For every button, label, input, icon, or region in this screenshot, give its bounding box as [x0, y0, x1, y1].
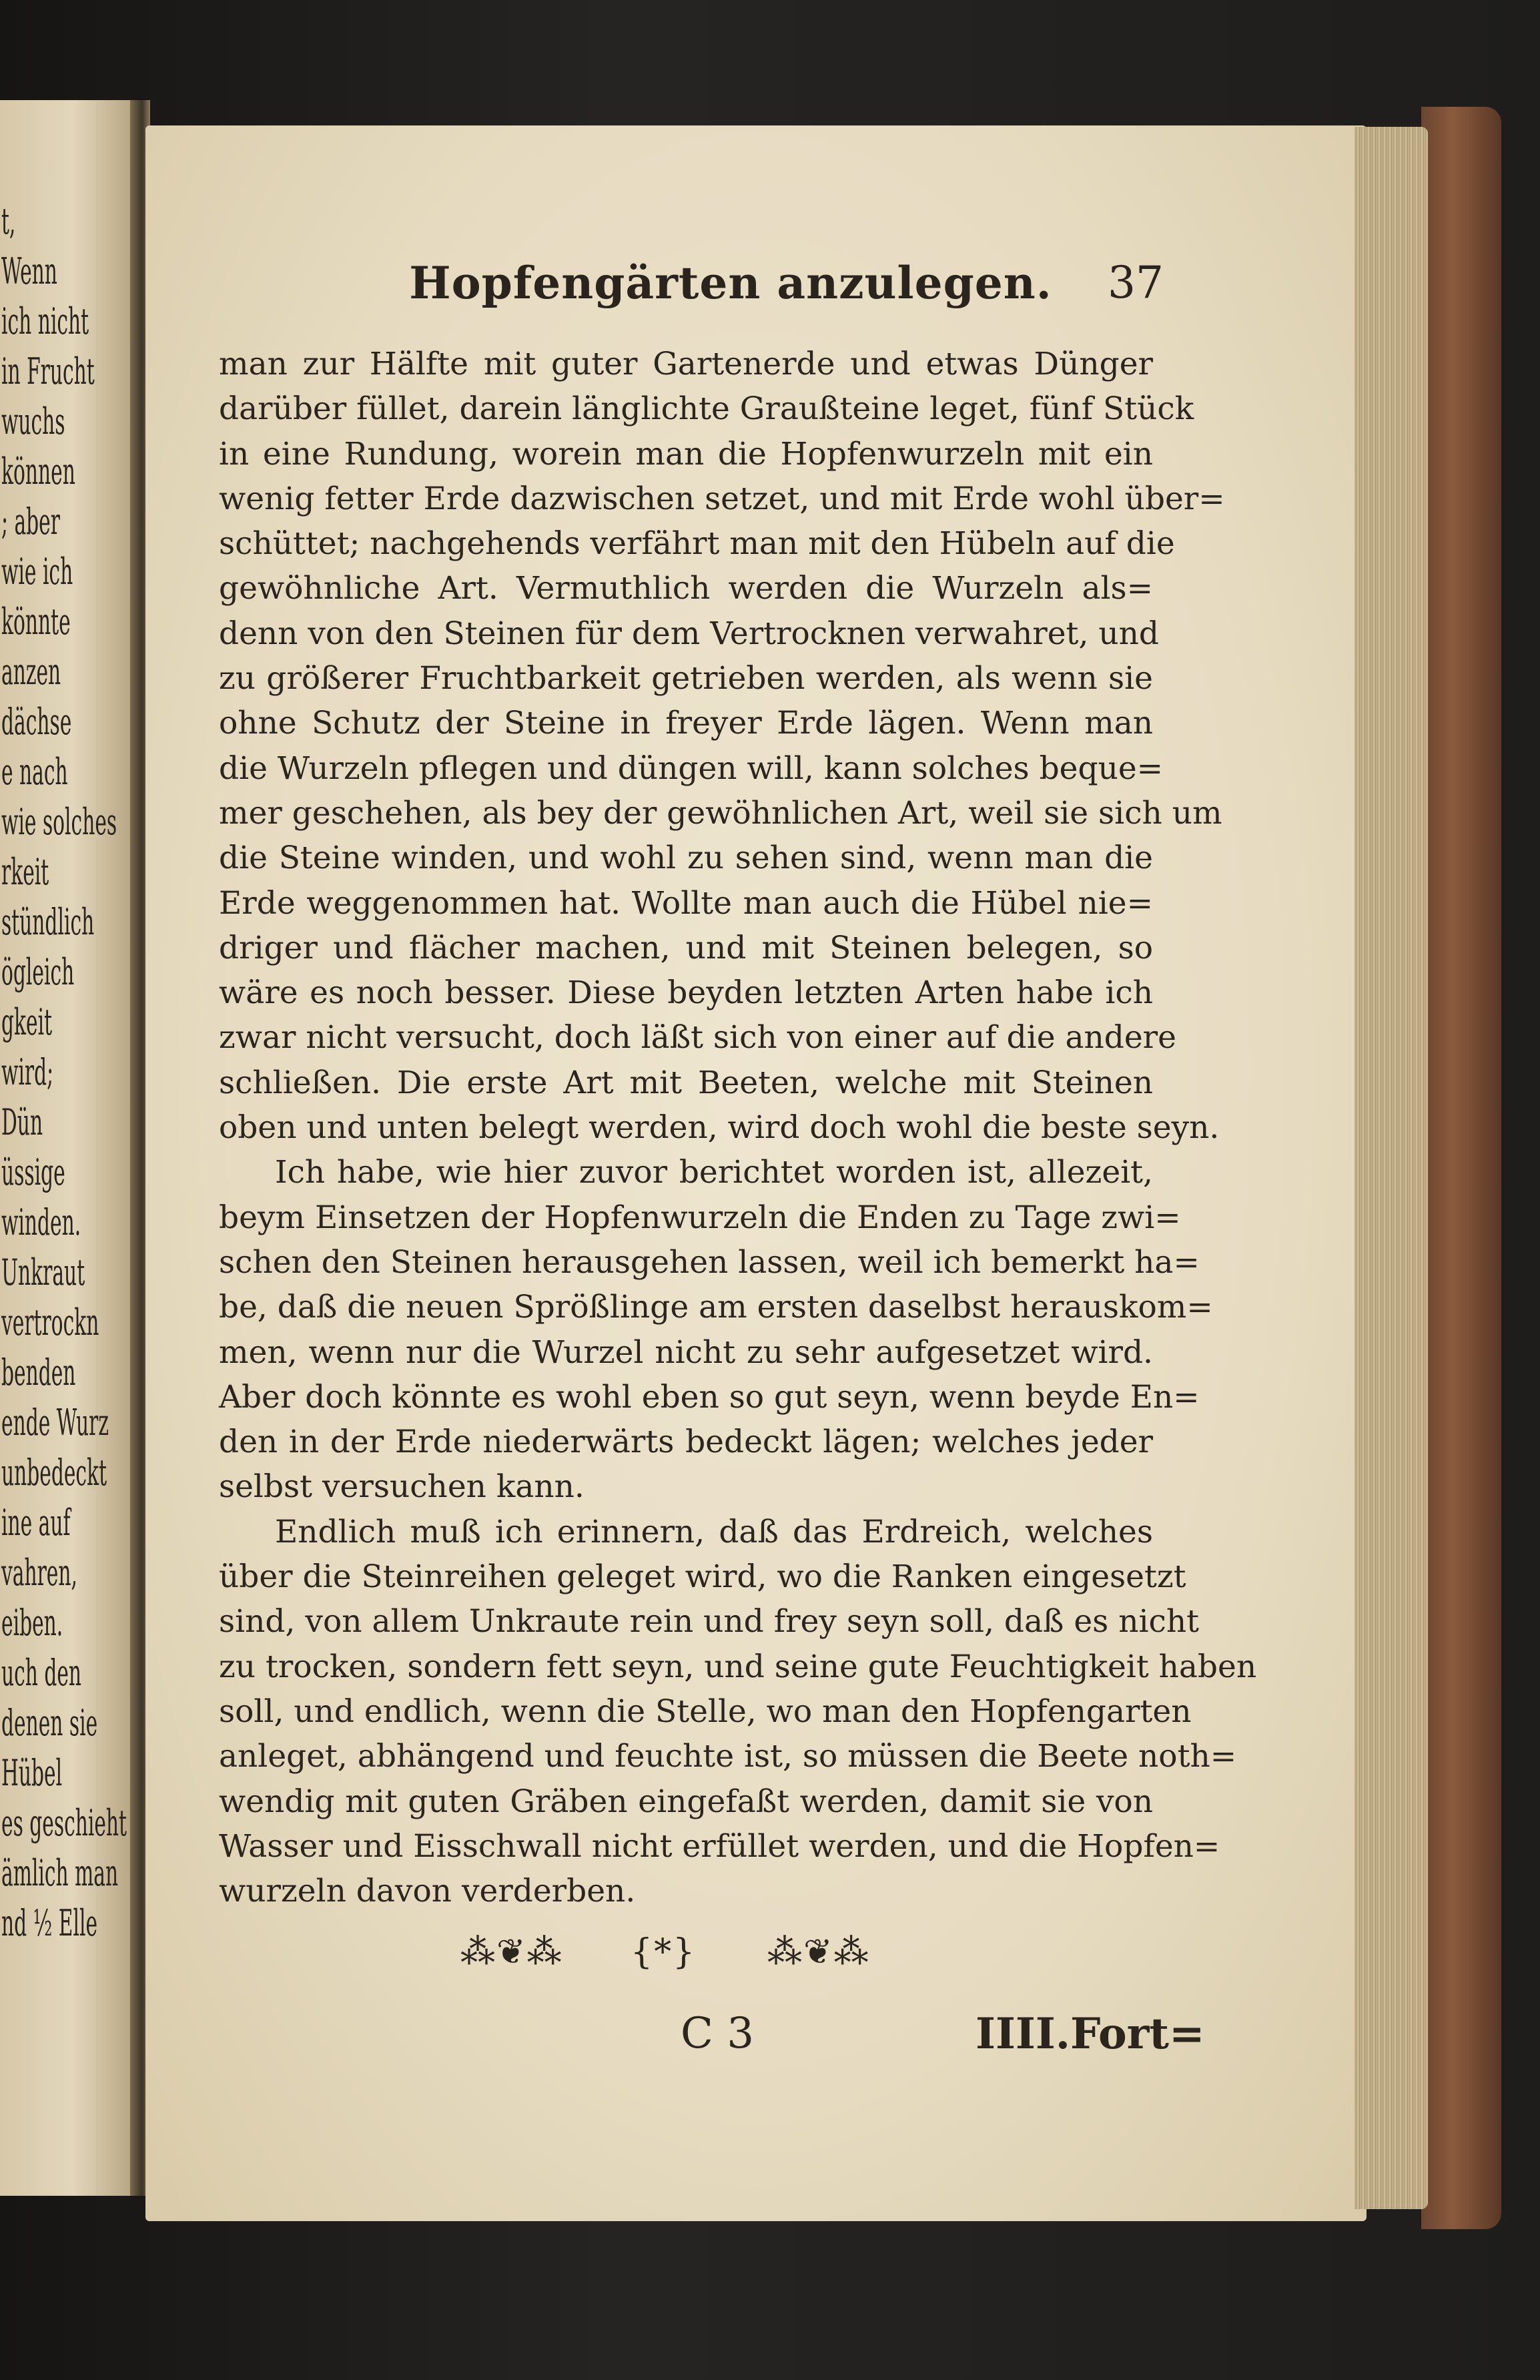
text-line: sind, von allem Unkraute rein und frey seyn soll, daß es nicht [219, 1603, 1200, 1641]
text-line: man zur Hälfte mit guter Gartenerde und etwas Dünger [219, 346, 1153, 382]
text-line: oben und unten belegt werden, wird doch wohl die beste seyn. [219, 1109, 1220, 1147]
text-line: schüttet; nachgehends verfährt man mit den Hübeln auf die [219, 525, 1175, 563]
facing-page-text: ine auf [1, 1502, 71, 1544]
facing-page-text: t, [1, 200, 16, 242]
page-fore-edge [1355, 127, 1428, 2209]
text-line: zu trocken, sondern fett seyn, und seine gute Feuchtigkeit haben [219, 1648, 1257, 1685]
text-line: selbst versuchen kann. [219, 1468, 585, 1506]
facing-page-text: nd ½ Elle [1, 1902, 98, 1944]
text-line: soll, und endlich, wenn die Stelle, wo man den Hopfengarten [219, 1693, 1192, 1730]
ornament-right: ⁂❦⁂ [767, 1932, 870, 1972]
facing-page-text: ; aber [1, 501, 60, 543]
ornament-left: ⁂❦⁂ [460, 1932, 563, 1972]
facing-page-text: wird; [1, 1051, 54, 1093]
text-line: wenig fetter Erde dazwischen setzet, und mit Erde wohl über= [219, 480, 1225, 517]
text-line: ohne Schutz der Steine in freyer Erde lägen. Wenn man [219, 705, 1153, 742]
text-line: die Steine winden, und wohl zu sehen sind, wenn man die [219, 840, 1153, 877]
facing-page-text: ich nicht [1, 300, 89, 342]
text-line: Erde weggenommen hat. Wollte man auch die Hübel nie= [219, 884, 1153, 922]
facing-page-text: stündlich [1, 901, 95, 943]
text-line: wäre es noch besser. Diese beyden letzten Arten habe ich [219, 974, 1153, 1012]
facing-page-text: könnte [1, 601, 71, 643]
facing-page-text: Dün [1, 1101, 43, 1143]
facing-page-text: uch den [1, 1652, 82, 1694]
running-head: Hopfengärten anzulegen. [409, 257, 1052, 309]
paragraph [219, 342, 1225, 1150]
facing-page-text: Unkraut [1, 1251, 85, 1293]
text-line: schließen. Die erste Art mit Beeten, welche mit Steinen [219, 1064, 1153, 1101]
facing-page-text: es geschieht [1, 1802, 127, 1844]
ornament-center: {*} [631, 1932, 697, 1972]
facing-page-text: benden [1, 1352, 76, 1394]
text-line: Wasser und Eisschwall nicht erfüllet werden, und die Hopfen= [219, 1827, 1220, 1865]
text-line: darüber füllet, darein länglichte Graußteine leget, fünf Stück [219, 390, 1194, 428]
paragraph [219, 1150, 1213, 1509]
facing-page-text: vertrockn [1, 1301, 99, 1344]
text-line: Endlich muß ich erinnern, daß das Erdreich, welches [275, 1513, 1153, 1550]
catchword: IIII.Fort= [976, 2009, 1205, 2059]
text-line: be, daß die neuen Sprößlinge am ersten daselbst herauskom= [219, 1289, 1213, 1326]
leather-cover-edge [1421, 107, 1501, 2229]
text-line: denn von den Steinen für dem Vertrocknen verwahret, und [219, 615, 1159, 652]
text-line: zwar nicht versucht, doch läßt sich von einer auf die andere [219, 1019, 1176, 1057]
text-line: gewöhnliche Art. Vermuthlich werden die Wurzeln als= [219, 570, 1153, 607]
body-text [219, 342, 1257, 1913]
facing-page-text: unbedeckt [1, 1452, 107, 1494]
text-line: den in der Erde niederwärts bedeckt lägen; welches jeder [219, 1424, 1153, 1461]
facing-page-text: Wenn [1, 250, 57, 292]
facing-page-text: üssige [1, 1151, 65, 1193]
text-line: wendig mit guten Gräben eingefaßt werden, damit sie von [219, 1783, 1153, 1820]
facing-page-text: ende Wurz [1, 1402, 109, 1444]
facing-page-fragment [0, 100, 133, 2196]
text-line: die Wurzeln pflegen und düngen will, kann solches beque= [219, 750, 1164, 787]
text-line: driger und flächer machen, und mit Steinen belegen, so [219, 929, 1153, 966]
facing-page-text: eiben. [1, 1602, 63, 1644]
text-line: in eine Rundung, worein man die Hopfenwurzeln mit ein [219, 435, 1153, 473]
text-line: mer geschehen, als bey der gewöhnlichen Art, weil sie sich um [219, 794, 1222, 832]
text-line: men, wenn nur die Wurzel nicht zu sehr aufgesetzet wird. [219, 1333, 1153, 1371]
text-line: schen den Steinen herausgehen lassen, weil ich bemerkt ha= [219, 1243, 1200, 1281]
facing-page-text: Hübel [1, 1752, 63, 1794]
facing-page-text: wie solches [1, 801, 117, 843]
facing-page-text: anzen [1, 651, 61, 693]
text-line: anleget, abhängend und feuchte ist, so müssen die Beete noth= [219, 1738, 1237, 1775]
text-line: zu größerer Fruchtbarkeit getrieben werden, als wenn sie [219, 660, 1153, 697]
facing-page-text: e nach [1, 751, 68, 793]
facing-page-text: ögleich [1, 951, 75, 993]
text-line: wurzeln davon verderben. [219, 1873, 636, 1910]
page-number: 37 [1108, 257, 1164, 308]
text-line: über die Steinreihen geleget wird, wo die Ranken eingesetzt [219, 1558, 1186, 1596]
facing-page-text: wuchs [1, 400, 65, 442]
facing-page-text: in Frucht [1, 350, 95, 392]
facing-page-text: dächse [1, 701, 72, 743]
text-line: Aber doch könnte es wohl eben so gut seyn, wenn beyde En= [219, 1378, 1200, 1416]
facing-page-text: ämlich man [1, 1852, 119, 1894]
facing-page-text: vahren, [1, 1552, 77, 1594]
facing-page-text: können [1, 451, 75, 493]
facing-page-text: gkeit [1, 1001, 53, 1043]
signature-mark: C 3 [681, 2009, 755, 2058]
facing-page-text: wie ich [1, 551, 73, 593]
facing-page-text: denen sie [1, 1702, 98, 1744]
paragraph [219, 1510, 1257, 1914]
facing-page-text: winden. [1, 1201, 81, 1243]
text-line: beym Einsetzen der Hopfenwurzeln die Enden zu Tage zwi= [219, 1199, 1181, 1236]
text-line: Ich habe, wie hier zuvor berichtet worden ist, allezeit, [275, 1154, 1153, 1191]
facing-page-text: rkeit [1, 851, 49, 893]
